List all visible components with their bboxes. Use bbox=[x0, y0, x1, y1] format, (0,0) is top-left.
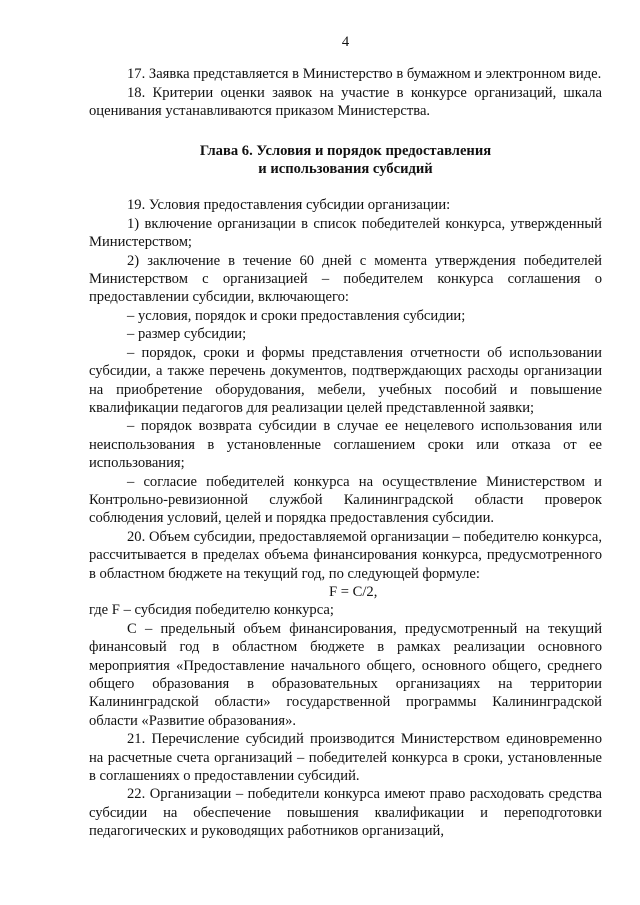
chapter-heading-line-2: и использования субсидий bbox=[258, 161, 433, 178]
sub-item-consent: – согласие победителей конкурса на осуществление Министерством и Контрольно-ревизионной службой Калининградской области проверок соблюдения условий, целей и порядка предоставления субсидии. bbox=[89, 473, 602, 527]
sub-item-amount: – размер субсидии; bbox=[127, 326, 247, 343]
sub-item-return: – порядок возврата субсидии в случае ее нецелевого использования или неиспользования в установленные соглашением сроки или отказа от ее использования; bbox=[89, 418, 602, 472]
paragraph-18: 18. Критерии оценки заявок на участие в конкурсе организаций, шкала оценивания устанавливаются приказом Министерства. bbox=[89, 84, 602, 120]
formula-c-definition: С – предельный объем финансирования, предусмотренный на текущий финансовый год в областном бюджете в рамках реализации основного мероприятия «Предоставление начального общего, основного общего, среднего общего образования в образовательных организациях на территории Калининградской области» государственной программы Калининградской области «Развитие образования». bbox=[89, 620, 602, 729]
formula-where-line: где F – субсидия победителю конкурса; bbox=[89, 602, 334, 619]
paragraph-19: 19. Условия предоставления субсидии организации: bbox=[127, 197, 451, 214]
chapter-heading-line-1: Глава 6. Условия и порядок предоставления bbox=[199, 142, 492, 159]
paragraph-21: 21. Перечисление субсидий производится Министерством единовременно на расчетные счета организаций – победителей конкурса в сроки, установленные в соглашениях о предоставлении субсидий. bbox=[89, 731, 602, 785]
sub-item-reporting: – порядок, сроки и формы представления отчетности об использовании субсидии, а также перечень документов, подтверждающих расходы организации на приобретение оборудования, мебели, учебных пособий и повышение квалификации педагогов для реализации целей представленной заявки; bbox=[89, 344, 602, 416]
paragraph-20: 20. Объем субсидии, предоставляемой организации – победителю конкурса, рассчитывается в пределах объема финансирования конкурса, предусмотренного в областном бюджете на текущий год, по следующей формуле: bbox=[89, 528, 602, 582]
list-item-1: 1) включение организации в список победителей конкурса, утвержденный Министерством; bbox=[89, 215, 602, 251]
paragraph-22: 22. Организации – победители конкурса имеют право расходовать средства субсидии на обеспечение повышения квалификации и переподготовки педагогических и руководящих работников организаций, bbox=[89, 786, 602, 840]
list-item-2: 2) заключение в течение 60 дней с момента утверждения победителей Министерством с организацией – победителем конкурса соглашения о предоставлении субсидии, включающего: bbox=[89, 252, 602, 306]
page-number: 4 bbox=[341, 34, 350, 50]
chapter-heading bbox=[89, 142, 602, 179]
formula: F = C/2, bbox=[329, 583, 378, 600]
sub-item-conditions: – условия, порядок и сроки предоставления субсидии; bbox=[127, 307, 466, 324]
paragraph-17: 17. Заявка представляется в Министерство в бумажном и электронном виде. bbox=[127, 66, 602, 83]
